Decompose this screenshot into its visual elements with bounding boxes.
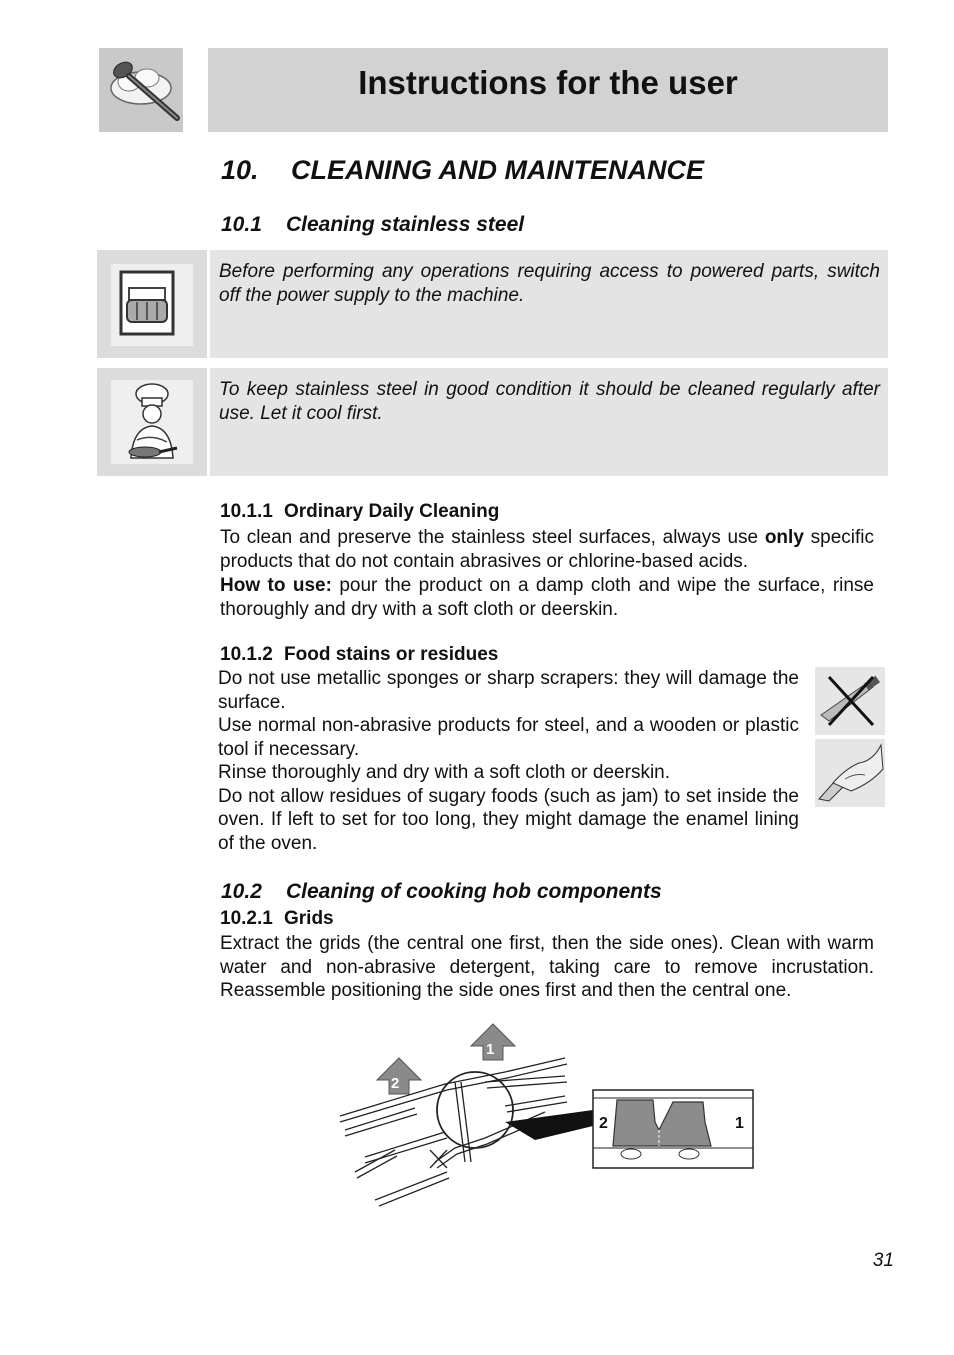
text-line: Do not allow residues of sugary foods (such as jam) to set inside the oven. If left to set for too long, they might damage the enamel lining of the oven.	[218, 785, 799, 854]
paragraph-grids: Extract the grids (the central one first, then the side ones). Clean with warm water and non-abrasive detergent, taking care to remove incrustation. Reassemble positioning the side ones first and then the central one.	[220, 933, 874, 1001]
notice-cleaning-tip	[210, 368, 888, 476]
notice-power-warning	[210, 250, 888, 358]
notice-text: Before performing any operations requiring access to powered parts, switch off the power supply to the machine.	[219, 261, 880, 306]
subsection-title: Cleaning of cooking hob components	[286, 880, 662, 903]
subsubsection-heading-10-1-1	[220, 501, 499, 523]
page-number: 31	[872, 1250, 894, 1271]
subsubsection-number: 10.1.2	[220, 644, 273, 665]
page-title: Instructions for the user	[358, 64, 738, 101]
subsubsection-heading-10-2-1	[220, 908, 334, 930]
paragraph-how-to-use	[220, 574, 874, 621]
bold-text: How to use:	[220, 575, 332, 596]
subsubsection-title: Food stains or residues	[284, 644, 499, 665]
grid-removal-diagram	[335, 1022, 760, 1212]
subsection-heading-10-1	[221, 213, 524, 237]
detail-label-2: 2	[599, 1115, 608, 1132]
section-number: 10.	[221, 155, 259, 185]
detail-label-1: 1	[735, 1115, 744, 1132]
subsubsection-heading-10-1-2	[220, 644, 498, 666]
paragraph-ordinary-cleaning	[220, 526, 874, 573]
subsubsection-title: Ordinary Daily Cleaning	[284, 501, 500, 522]
arrow-1-label: 1	[486, 1041, 495, 1058]
subsection-heading-10-2	[221, 880, 662, 904]
arrow-2-label: 2	[391, 1075, 400, 1092]
spoon-chef-hat-icon	[99, 48, 183, 132]
subsubsection-number: 10.1.1	[220, 501, 273, 522]
section-title: CLEANING AND MAINTENANCE	[291, 155, 704, 185]
section-heading	[221, 155, 704, 186]
text-run: specific products that do not contain abrasives or chlorine-based acids.	[220, 527, 874, 572]
bold-text: only	[764, 527, 804, 548]
power-switch-icon	[97, 250, 207, 358]
text-line: Use normal non-abrasive products for steel, and a wooden or plastic tool if necessary.	[218, 715, 799, 760]
wooden-tool-hand-icon	[815, 739, 885, 807]
text-line: Do not use metallic sponges or sharp scrapers: they will damage the surface.	[218, 668, 799, 713]
subsection-number: 10.2	[221, 880, 262, 903]
subsubsection-title: Grids	[284, 908, 334, 929]
subsection-number: 10.1	[221, 213, 262, 236]
text-line: Rinse thoroughly and dry with a soft cloth or deerskin.	[218, 762, 671, 783]
notice-text: To keep stainless steel in good condition it should be cleaned regularly after use. Let it cool first.	[219, 379, 880, 424]
subsubsection-number: 10.2.1	[220, 908, 273, 929]
paragraph-food-stains	[218, 667, 799, 855]
header-bar	[208, 48, 888, 132]
no-sharp-scraper-icon	[815, 667, 885, 735]
subsection-title: Cleaning stainless steel	[286, 213, 525, 236]
text-run: To clean and preserve the stainless steel surfaces, always use	[220, 527, 765, 548]
text-run: pour the product on a damp cloth and wipe the surface, rinse thoroughly and dry with a soft cloth or deerskin.	[220, 575, 874, 620]
chef-icon	[97, 368, 207, 476]
